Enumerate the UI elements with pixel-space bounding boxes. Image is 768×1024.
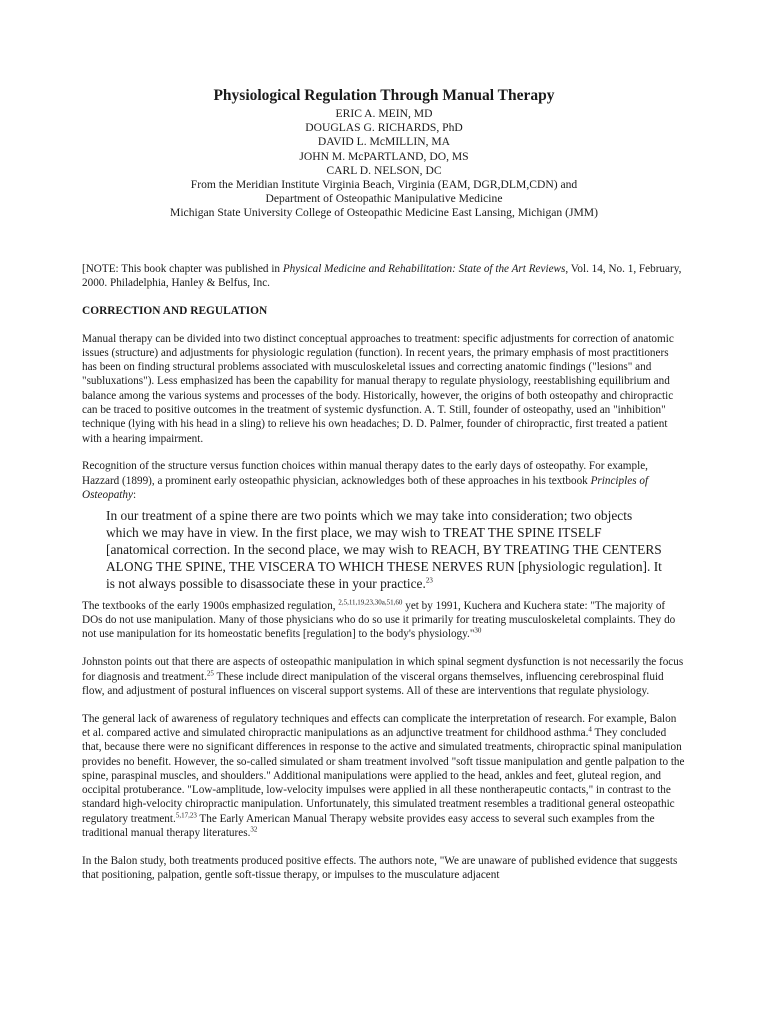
paragraph-text: The general lack of awareness of regulatory techniques and effects can complicate the interpretation of research. For example, Balon et al. compared active and simulated chiropractic manipulations as an adjunctive treatment for childhood asthma.: [82, 712, 677, 739]
journal-title: Physical Medicine and Rehabilitation: State of the Art Reviews: [282, 263, 566, 275]
note-text: [NOTE: This book chapter was published in: [82, 263, 283, 275]
paragraph: [82, 599, 686, 642]
paragraph-text: yet by 1991, Kuchera and Kuchera state: "The majority of DOs do not use manipulation. Many of those physicians who do so use it primarily for treating musculoskeletal complaints. They do not use manipulation for its homeostatic benefits [regulation] to the body's physiology.": [82, 599, 676, 641]
book-title: Principles of Osteopathy: [82, 474, 649, 502]
affiliation-line: Michigan State University College of Osteopathic Medicine East Lansing, Michigan (JMM): [170, 206, 598, 220]
paragraph-text: Recognition of the structure versus function choices within manual therapy dates to the early days of osteopathy. For example, Hazzard (1899), a prominent early osteopathic physician, acknowledges both of these approaches in his textbook: [82, 460, 648, 487]
citation-ref: 30: [474, 626, 482, 635]
author-line: CARL D. NELSON, DC: [326, 163, 442, 177]
block-quote: [106, 508, 666, 593]
citation-ref: 32: [250, 825, 258, 834]
paragraph-text: The textbooks of the early 1900s emphasized regulation,: [82, 599, 339, 612]
paragraph-text: They concluded that, because there were no significant differences in response to the active and simulated treatments, chiropractic spinal manipulation provides no benefit. However, the so-called simulated or sham treatment involved "soft tissue manipulation and gentle palpation to the spine, paraspinal muscles, and shoulders." Additional manipulations were applied to the head, ankles and feet, gluteal region, and occipital protuberance. "Low-amplitude, low-velocity impulses were applied in all these nontherapeutic contacts," in contrast to the standard high-velocity chiropractic manipulation. Unfortunately, this simulated treatment resembles a traditional general osteopathic regulatory treatment.: [82, 726, 685, 825]
citation-ref: 2,5,11,19,23,30a,51,60: [338, 598, 403, 607]
publication-note: [82, 262, 686, 291]
paragraph: In the Balon study, both treatments produced positive effects. The authors note, "We are unaware of published evidence that suggests that positioning, palpation, gentle soft-tissue therapy, or impulses to the musculature adjacent: [82, 854, 678, 882]
paragraph-text: These include direct manipulation of the visceral organs themselves, influencing cerebrospinal fluid flow, and adjustment of postural influences on visceral support systems. All of these are interventions that regulate physiology.: [82, 670, 664, 697]
citation-ref: 4: [588, 725, 592, 734]
affiliation-line: From the Meridian Institute Virginia Beach, Virginia (EAM, DGR,DLM,CDN) and: [190, 178, 578, 192]
document-header: [0, 86, 768, 221]
citation-ref: 5,17,23: [175, 811, 197, 820]
document-title: Physiological Regulation Through Manual Therapy: [213, 87, 555, 104]
citation-ref: 25: [206, 668, 214, 677]
quote-text: In our treatment of a spine there are two points which we may take into consideration; two objects which we may have in view. In the first place, we may wish to TREAT THE SPINE ITSELF [anatomical correction. In the second place, we may wish to REACH, BY TREATING THE CENTERS ALONG THE SPINE, THE VISCERA TO WHICH THESE NERVES RUN [physiologic regulation]. It is not always possible to disassociate these in your practice.: [106, 508, 662, 591]
paragraph-text: Johnston points out that there are aspects of osteopathic manipulation in which spinal segment dysfunction is not necessarily the focus for diagnosis and treatment.: [82, 656, 684, 683]
document-body: [82, 262, 686, 896]
paragraph-text: The Early American Manual Therapy website provides easy access to several such examples from the traditional manual therapy literatures.: [82, 812, 655, 840]
paragraph: [82, 655, 686, 698]
paragraph: Manual therapy can be divided into two distinct conceptual approaches to treatment: specific adjustments for correction of anatomic issues (structure) and adjustments for physiologic regulation (function). In recent years, the primary emphasis of most practitioners has been on finding structural problems associated with musculoskeletal issues and correcting anatomic findings ("lesions" and "subluxations"). Less emphasized has been the capability for manual therapy to regulate physiology, reestablishing equilibrium and balance among the various systems and processes of the body. Historically, however, the origins of both osteopathy and chiropractic can be traced to positive outcomes in the treatment of systemic dysfunction. A. T. Still, founder of osteopathy, used an "inhibition" technique (lying with his head in a sling) to relieve his own headaches; D. D. Palmer, founder of chiropractic, first treated a patient with a hearing impairment.: [82, 332, 674, 445]
author-line: JOHN M. McPARTLAND, DO, MS: [299, 149, 469, 163]
affiliation-line: Department of Osteopathic Manipulative Medicine: [265, 192, 503, 206]
note-text: , Vol. 14, No. 1, February, 2000. Philadelphia, Hanley & Belfus, Inc.: [82, 263, 682, 290]
citation-ref: 23: [425, 576, 433, 585]
section-heading: CORRECTION AND REGULATION: [82, 304, 268, 317]
paragraph-text: :: [132, 489, 137, 502]
paragraph: [82, 712, 686, 841]
author-line: ERIC A. MEIN, MD: [335, 107, 433, 120]
author-line: DAVID L. McMILLIN, MA: [317, 135, 451, 149]
paragraph: [82, 459, 686, 502]
author-line: DOUGLAS G. RICHARDS, PhD: [305, 121, 463, 135]
